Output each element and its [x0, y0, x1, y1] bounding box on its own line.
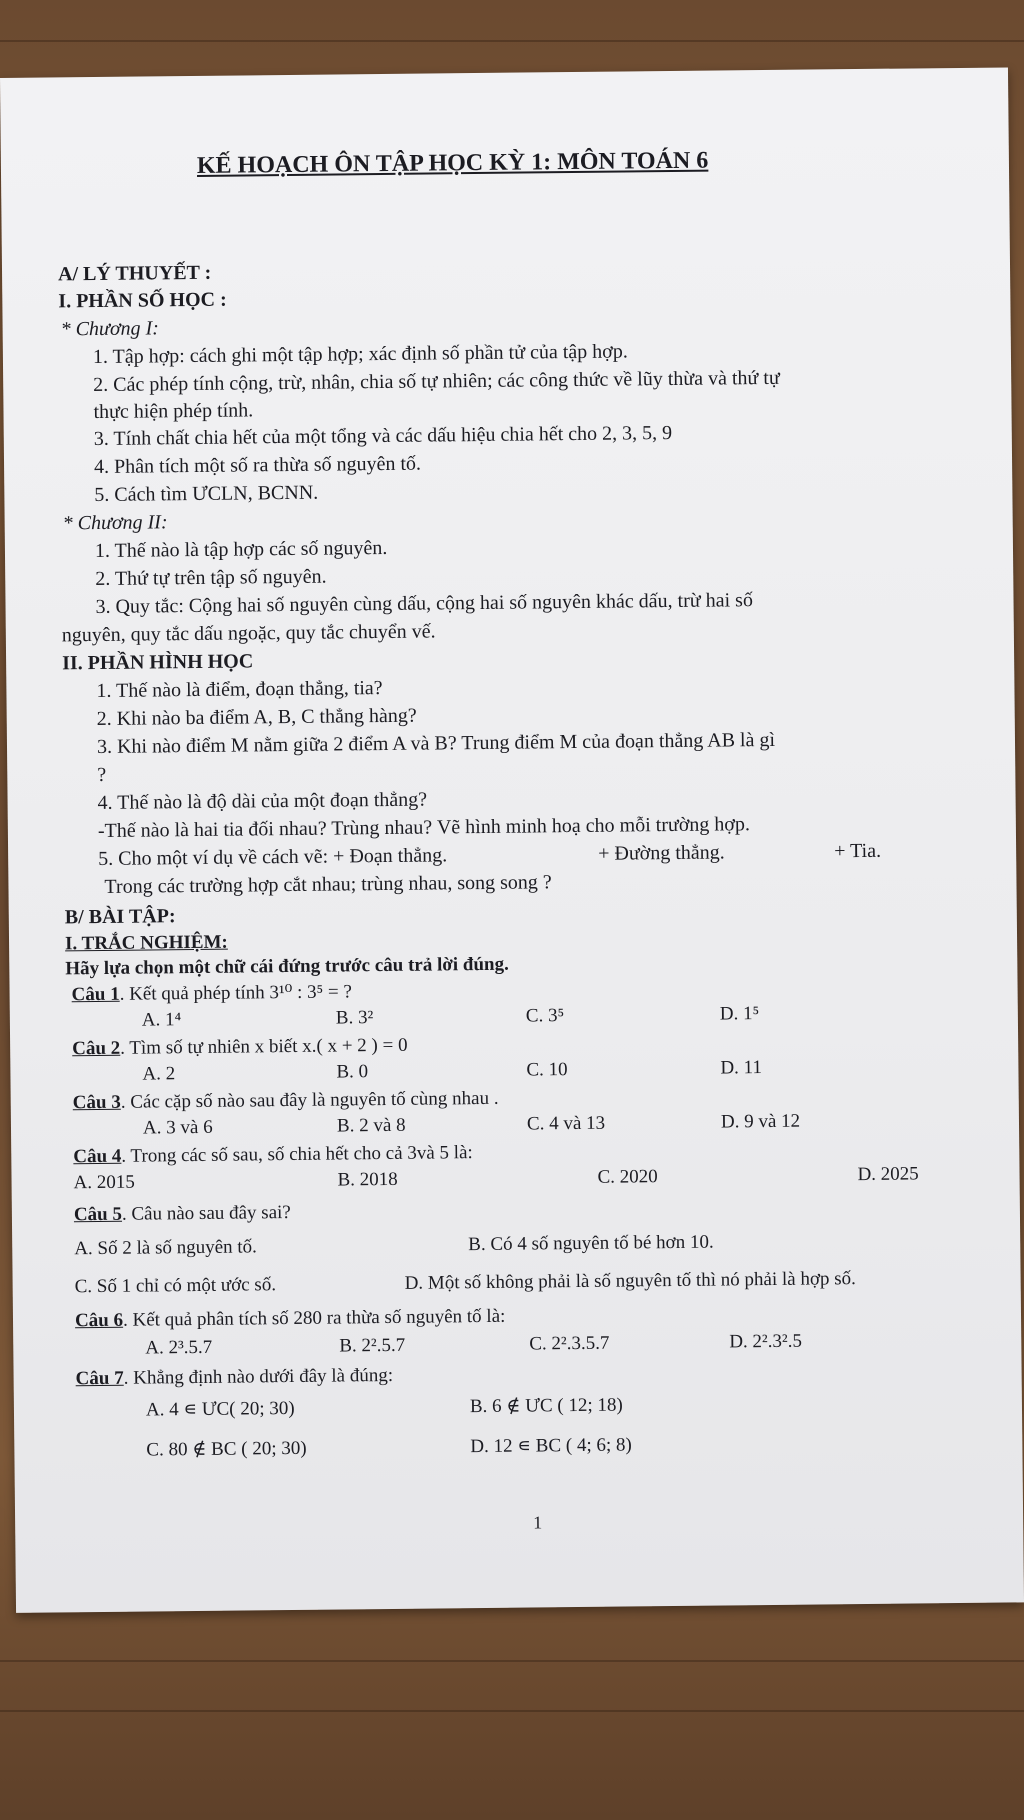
answer-option: D. Một số không phải là số nguyên tố thì nó phải là hợp số.: [404, 1268, 856, 1294]
list-item: 4. Phân tích một số ra thừa số nguyên tố.: [93, 452, 422, 479]
answer-option: B. 2 và 8: [336, 1114, 406, 1137]
answer-option: C. 80 ∉ BC ( 20; 30): [146, 1437, 307, 1461]
question-label: Câu 1: [71, 983, 120, 1006]
answer-option: A. 3 và 6: [142, 1116, 213, 1139]
list-item: 1. Thế nào là tập hợp các số nguyên.: [94, 536, 388, 563]
list-item: 2. Các phép tính cộng, trừ, nhân, chia số tự nhiên; các công thức về lũy thừa và thứ tự: [93, 366, 780, 397]
list-item: 5. Cho một ví dụ về cách vẽ: + Đoạn thẳng.: [98, 844, 448, 871]
answer-option: D. 12 ∊ BC ( 4; 6; 8): [470, 1434, 632, 1458]
question-text: . Trong các số sau, số chia hết cho cả 3và 5 là:: [121, 1142, 473, 1167]
question: [72, 1034, 408, 1062]
answer-option: B. 2018: [337, 1168, 398, 1191]
list-item: thực hiện phép tính.: [93, 399, 254, 424]
list-item: nguyên, quy tắc dấu ngoặc, quy tắc chuyển vế.: [61, 620, 436, 647]
question-text: . Câu nào sau đây sai?: [121, 1202, 291, 1225]
answer-option: B. 2².5.7: [339, 1334, 406, 1357]
list-item: 2. Thứ tự trên tập số nguyên.: [95, 565, 327, 591]
question-label: Câu 2: [72, 1037, 121, 1060]
question: [76, 1364, 394, 1391]
list-item: 5. Cách tìm ƯCLN, BCNN.: [94, 481, 319, 507]
answer-option: C. Số 1 chỉ có một ước số.: [74, 1274, 277, 1298]
part-a-heading: A/ LÝ THUYẾT :: [57, 261, 212, 286]
list-item: 3. Khi nào điểm M nằm giữa 2 điểm A và B? Trung điểm M của đoạn thẳng AB là gì: [96, 728, 776, 759]
list-item: 4. Thế nào là độ dài của một đoạn thẳng?: [97, 788, 428, 815]
answer-option: A. 2³.5.7: [145, 1336, 213, 1359]
answer-option: C. 10: [526, 1059, 568, 1081]
answer-option: B. Có 4 số nguyên tố bé hơn 10.: [468, 1231, 714, 1256]
question-label: Câu 6: [74, 1309, 124, 1332]
answer-option: A. Số 2 là số nguyên tố.: [74, 1236, 257, 1260]
chuong-2-heading: * Chương II:: [62, 511, 168, 535]
list-item: + Đường thẳng.: [598, 841, 725, 865]
list-item: 1. Thế nào là điểm, đoạn thẳng, tia?: [96, 677, 383, 703]
answer-option: A. 1⁴: [141, 1009, 182, 1031]
answer-option: D. 9 và 12: [720, 1110, 801, 1133]
page-title: KẾ HOẠCH ÔN TẬP HỌC KỲ 1: MÔN TOÁN 6: [196, 147, 709, 179]
answer-option: A. 4 ∊ ƯC( 20; 30): [145, 1397, 295, 1421]
answer-option: C. 3⁵: [525, 1005, 565, 1027]
question: [73, 1141, 473, 1169]
question-label: Câu 3: [72, 1091, 121, 1114]
page-number: 1: [533, 1512, 543, 1533]
section-trac-nghiem-heading: I. TRẮC NGHIỆM:: [64, 931, 228, 955]
list-item: 3. Quy tắc: Cộng hai số nguyên cùng dấu, cộng hai số nguyên khác dấu, trừ hai số: [95, 589, 753, 619]
question: [74, 1201, 291, 1227]
answer-option: D. 2².3².5: [729, 1330, 803, 1353]
section-so-hoc-heading: I. PHẦN SỐ HỌC :: [58, 288, 227, 313]
section-hinh-hoc-heading: II. PHẦN HÌNH HỌC: [62, 650, 254, 675]
list-item: ?: [97, 763, 107, 787]
question-text: . Các cặp số nào sau đây là nguyên tố cùng nhau .: [120, 1087, 499, 1113]
question: [71, 980, 352, 1007]
question-label: Câu 4: [73, 1145, 122, 1168]
list-item: 2. Khi nào ba điểm A, B, C thẳng hàng?: [96, 704, 417, 731]
answer-option: C. 2².3.5.7: [529, 1332, 610, 1355]
list-item: + Tia.: [834, 839, 882, 863]
answer-option: B. 0: [336, 1061, 369, 1083]
answer-option: D. 11: [720, 1057, 763, 1079]
document-page: [0, 67, 1024, 1612]
answer-option: D. 1⁵: [719, 1003, 760, 1025]
answer-option: C. 2020: [597, 1166, 658, 1188]
list-item: 1. Tập hợp: cách ghi một tập hợp; xác định số phần tử của tập hợp.: [92, 340, 628, 369]
question-text: . Khẳng định nào dưới đây là đúng:: [123, 1364, 394, 1389]
chuong-1-heading: * Chương I:: [60, 317, 159, 341]
answer-option: B. 6 ∉ ƯC ( 12; 18): [469, 1394, 623, 1418]
answer-option: D. 2025: [857, 1163, 919, 1186]
list-item: Trong các trường hợp cắt nhau; trùng nhau, song song ?: [104, 871, 552, 898]
answer-option: B. 3²: [335, 1007, 374, 1029]
list-item: 3. Tính chất chia hết của một tổng và các dấu hiệu chia hết cho 2, 3, 5, 9: [93, 421, 673, 451]
answer-option: A. 2015: [73, 1171, 135, 1194]
question: [75, 1305, 506, 1334]
question: [73, 1087, 499, 1115]
question-text: . Kết quả phân tích số 280 ra thừa số nguyên tố là:: [122, 1305, 506, 1331]
answer-option: C. 4 và 13: [526, 1112, 606, 1135]
answer-option: A. 2: [142, 1063, 176, 1085]
question-text: . Kết quả phép tính 3¹⁰ : 3⁵ = ?: [119, 981, 352, 1005]
part-b-heading: B/ BÀI TẬP:: [64, 905, 176, 929]
list-item: -Thế nào là hai tia đối nhau? Trùng nhau? Vẽ hình minh hoạ cho mỗi trường hợp.: [97, 813, 751, 843]
question-label: Câu 5: [73, 1203, 123, 1226]
question-label: Câu 7: [75, 1367, 124, 1390]
instruction-text: Hãy lựa chọn một chữ cái đứng trước câu trả lời đúng.: [65, 953, 509, 980]
question-text: . Tìm số tự nhiên x biết x.( x + 2 ) = 0: [120, 1034, 408, 1059]
